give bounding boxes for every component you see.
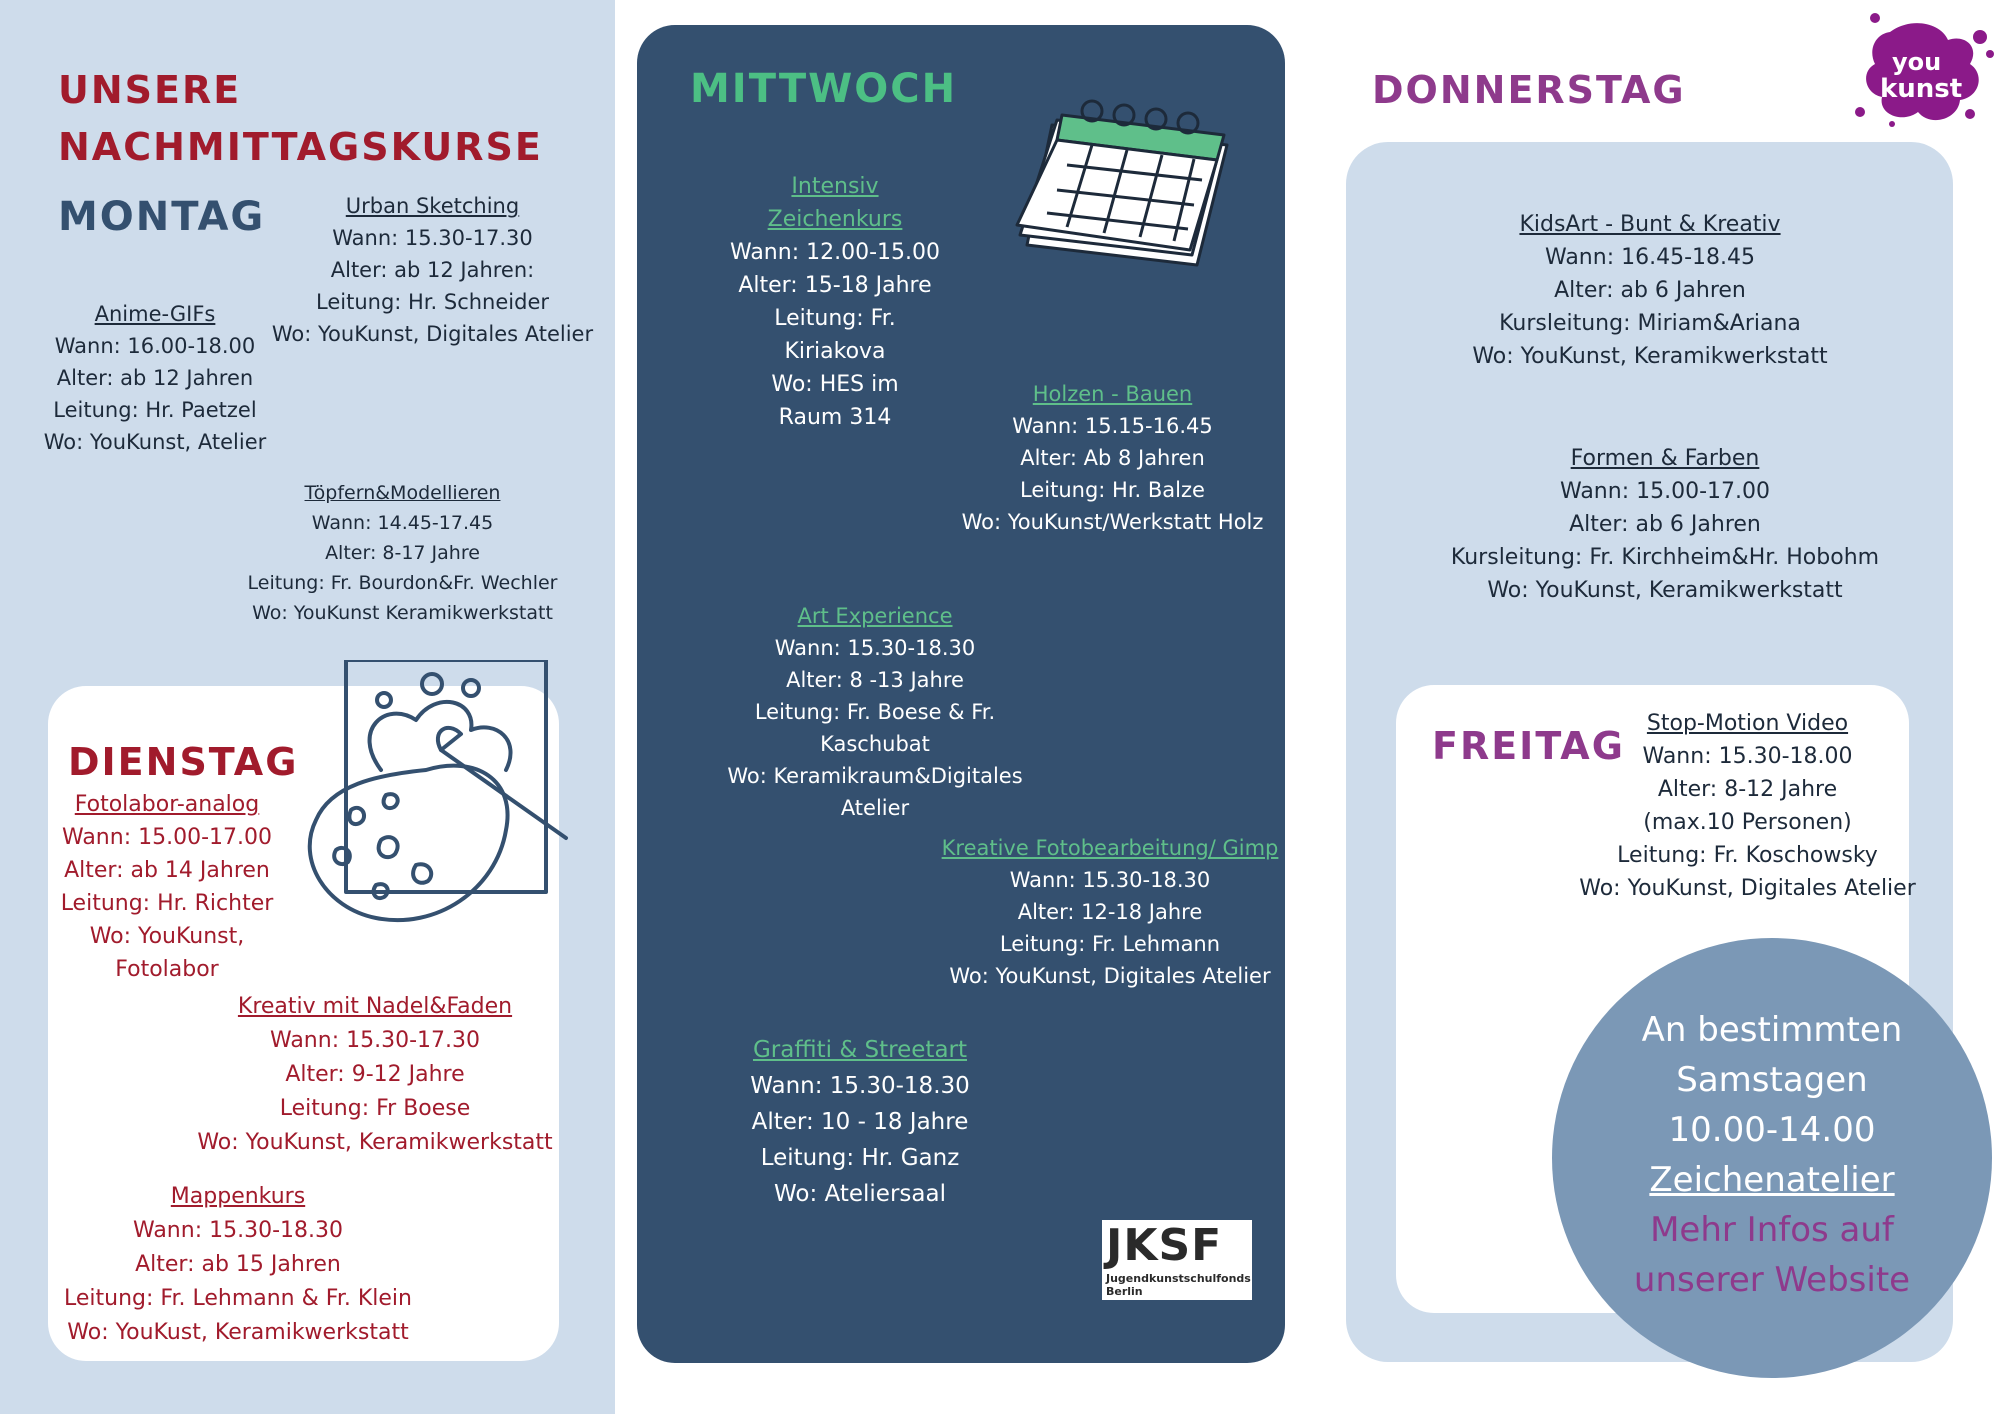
course-when: Wann: 15.30-18.30 [1009,868,1211,892]
course-age: Alter: ab 14 Jahren [64,858,270,883]
course-where: Wo: YouKunst, Keramikwerkstatt [1487,578,1843,603]
course-age: Alter: 8 -13 Jahre [786,668,964,692]
day-heading-mittwoch: MITTWOCH [690,66,958,112]
page-title [58,62,543,176]
course-title: Kreative Fotobearbeitung/ Gimp [941,836,1279,860]
course-when: Wann: 15.00-17.00 [61,825,273,850]
day-heading-dienstag: DIENSTAG [68,740,299,784]
course-title: Holzen - Bauen [1032,382,1193,406]
day-heading-donnerstag: DONNERSTAG [1372,68,1686,112]
youkunst-logo [1830,12,1995,132]
course-age: Alter: 9-12 Jahre [285,1062,465,1087]
course-when: Wann: 15.15-16.45 [1012,414,1213,438]
course-where-2: Atelier [840,796,910,820]
zeichenatelier-link[interactable]: Zeichenatelier [1649,1160,1895,1200]
course-where: Wo: YouKunst, Keramikwerkstatt [197,1130,553,1155]
page-title-line2: NACHMITTAGSKURSE [58,125,543,169]
course-leader: Kursleitung: Fr. Kirchheim&Hr. Hobohm [1450,545,1880,570]
course-leader-2: Kaschubat [820,732,930,756]
course-leader: Kursleitung: Miriam&Ariana [1499,311,1801,336]
course-where-2: Fotolabor [115,957,219,982]
course-fotobearbeitung [935,832,1285,992]
course-where: Wo: YouKunst, Digitales Atelier [1579,876,1916,901]
course-leader: Leitung: Hr. Balze [1020,478,1205,502]
sponsor-logo [1102,1220,1252,1300]
course-age: Alter: ab 12 Jahren: [330,258,535,282]
course-leader: Leitung: Hr. Schneider [316,290,549,314]
page-title-line1: UNSERE [58,68,242,112]
course-title: Urban Sketching [345,194,520,218]
course-where: Wo: YouKunst/Werkstatt Holz [961,510,1264,534]
course-where: Wo: Ateliersaal [774,1181,946,1207]
course-when: Wann: 15.30-18.30 [750,1073,970,1099]
course-toepfern [225,478,580,628]
course-capacity: (max.10 Personen) [1643,810,1852,835]
course-leader: Leitung: Fr. Lehmann [999,932,1221,956]
logo-text-you: you [1892,48,1942,76]
calendar-icon [1012,95,1232,270]
course-kidsart [1440,208,1860,373]
course-title-2: Zeichenkurs [767,207,903,232]
course-when: Wann: 15.30-17.30 [332,226,533,250]
course-title: Graffiti & Streetart [752,1037,968,1063]
sponsor-logo-sub2: Berlin [1106,1285,1143,1298]
course-title: KidsArt - Bunt & Kreativ [1519,212,1781,237]
course-age: Alter: ab 6 Jahren [1554,278,1746,303]
course-when: Wann: 15.30-18.00 [1642,744,1853,769]
sponsor-logo-sub1: Jugendkunstschulfonds [1106,1272,1251,1285]
course-leader: Leitung: Hr. Ganz [760,1145,960,1171]
course-where: Wo: YouKunst, Digitales Atelier [949,964,1271,988]
website-info-line2: unserer Website [1633,1260,1911,1300]
course-age: Alter: 8-12 Jahre [1657,777,1838,802]
course-fotolabor [48,788,286,986]
course-leader: Leitung: Fr. Koschowsky [1617,843,1878,868]
course-where: Wo: HES im [771,372,899,397]
course-title: Stop-Motion Video [1646,711,1849,736]
course-when: Wann: 14.45-17.45 [311,512,494,534]
saturday-time: 10.00-14.00 [1668,1110,1876,1150]
course-where: Wo: YouKunst Keramikwerkstatt [252,602,553,624]
course-where: Wo: YouKust, Keramikwerkstatt [67,1320,409,1345]
course-urban-sketching [255,190,610,350]
course-leader: Leitung: Fr Boese [279,1096,471,1121]
course-title: Mappenkurs [170,1184,306,1209]
course-age: Alter: 10 - 18 Jahre [751,1109,969,1135]
course-title: Töpfern&Modellieren [304,482,501,504]
course-age: Alter: 8-17 Jahre [325,542,480,564]
course-where: Wo: YouKunst, [89,924,245,949]
course-when: Wann: 15.00-17.00 [1559,479,1771,504]
course-leader: Leitung: Fr. Boese & Fr. [754,700,996,724]
course-age: Alter: ab 15 Jahren [135,1252,341,1277]
course-leader: Leitung: Fr. Lehmann & Fr. Klein [64,1286,412,1311]
course-when: Wann: 15.30-18.30 [774,636,976,660]
course-title: Kreativ mit Nadel&Faden [237,994,513,1019]
day-heading-freitag: FREITAG [1432,724,1625,768]
course-leader: Leitung: Hr. Richter [60,891,274,916]
course-age: Alter: 12-18 Jahre [1017,900,1203,924]
palette-icon [296,660,581,945]
course-stop-motion [1570,707,1925,905]
course-holzen-bauen [945,378,1280,538]
course-graffiti [720,1032,1000,1212]
course-title: Fotolabor-analog [74,792,260,817]
course-age: Alter: 15-18 Jahre [738,273,932,298]
course-title: Intensiv [791,174,879,199]
course-age: Alter: ab 12 Jahren [56,366,254,390]
course-when: Wann: 16.45-18.45 [1544,245,1756,270]
course-mappenkurs [48,1180,428,1350]
saturday-info [1552,1005,1992,1305]
sponsor-logo-letters: JKSF [1106,1220,1223,1271]
course-when: Wann: 15.30-18.30 [132,1218,344,1243]
course-nadel-faden [180,990,570,1160]
logo-text-kunst: kunst [1880,74,1963,104]
course-leader: Leitung: Hr. Paetzel [53,398,257,422]
course-age: Alter: ab 6 Jahren [1569,512,1761,537]
course-when: Wann: 12.00-15.00 [729,240,941,265]
course-title: Formen & Farben [1570,446,1760,471]
course-where: Wo: YouKunst, Keramikwerkstatt [1472,344,1828,369]
course-leader: Leitung: Fr. [774,306,896,331]
course-title: Anime-GIFs [94,302,216,326]
saturday-line2: Samstagen [1676,1060,1868,1100]
course-where: Wo: YouKunst, Atelier [43,430,267,454]
course-leader: Leitung: Fr. Bourdon&Fr. Wechler [247,572,558,594]
saturday-line1: An bestimmten [1641,1010,1903,1050]
course-where: Wo: Keramikraum&Digitales [727,764,1023,788]
course-where: Wo: YouKunst, Digitales Atelier [271,322,594,346]
course-when: Wann: 15.30-17.30 [269,1028,481,1053]
day-heading-montag: MONTAG [58,194,266,240]
course-age: Alter: Ab 8 Jahren [1020,446,1205,470]
course-art-experience [715,600,1035,824]
course-when: Wann: 16.00-18.00 [54,334,256,358]
website-info-line1: Mehr Infos auf [1650,1210,1894,1250]
course-formen-farben [1440,442,1890,607]
course-leader-2: Kiriakova [784,339,886,364]
course-where-2: Raum 314 [778,405,892,430]
course-intensiv-zeichenkurs [700,170,970,434]
course-anime-gifs [20,298,290,458]
course-title: Art Experience [797,604,953,628]
